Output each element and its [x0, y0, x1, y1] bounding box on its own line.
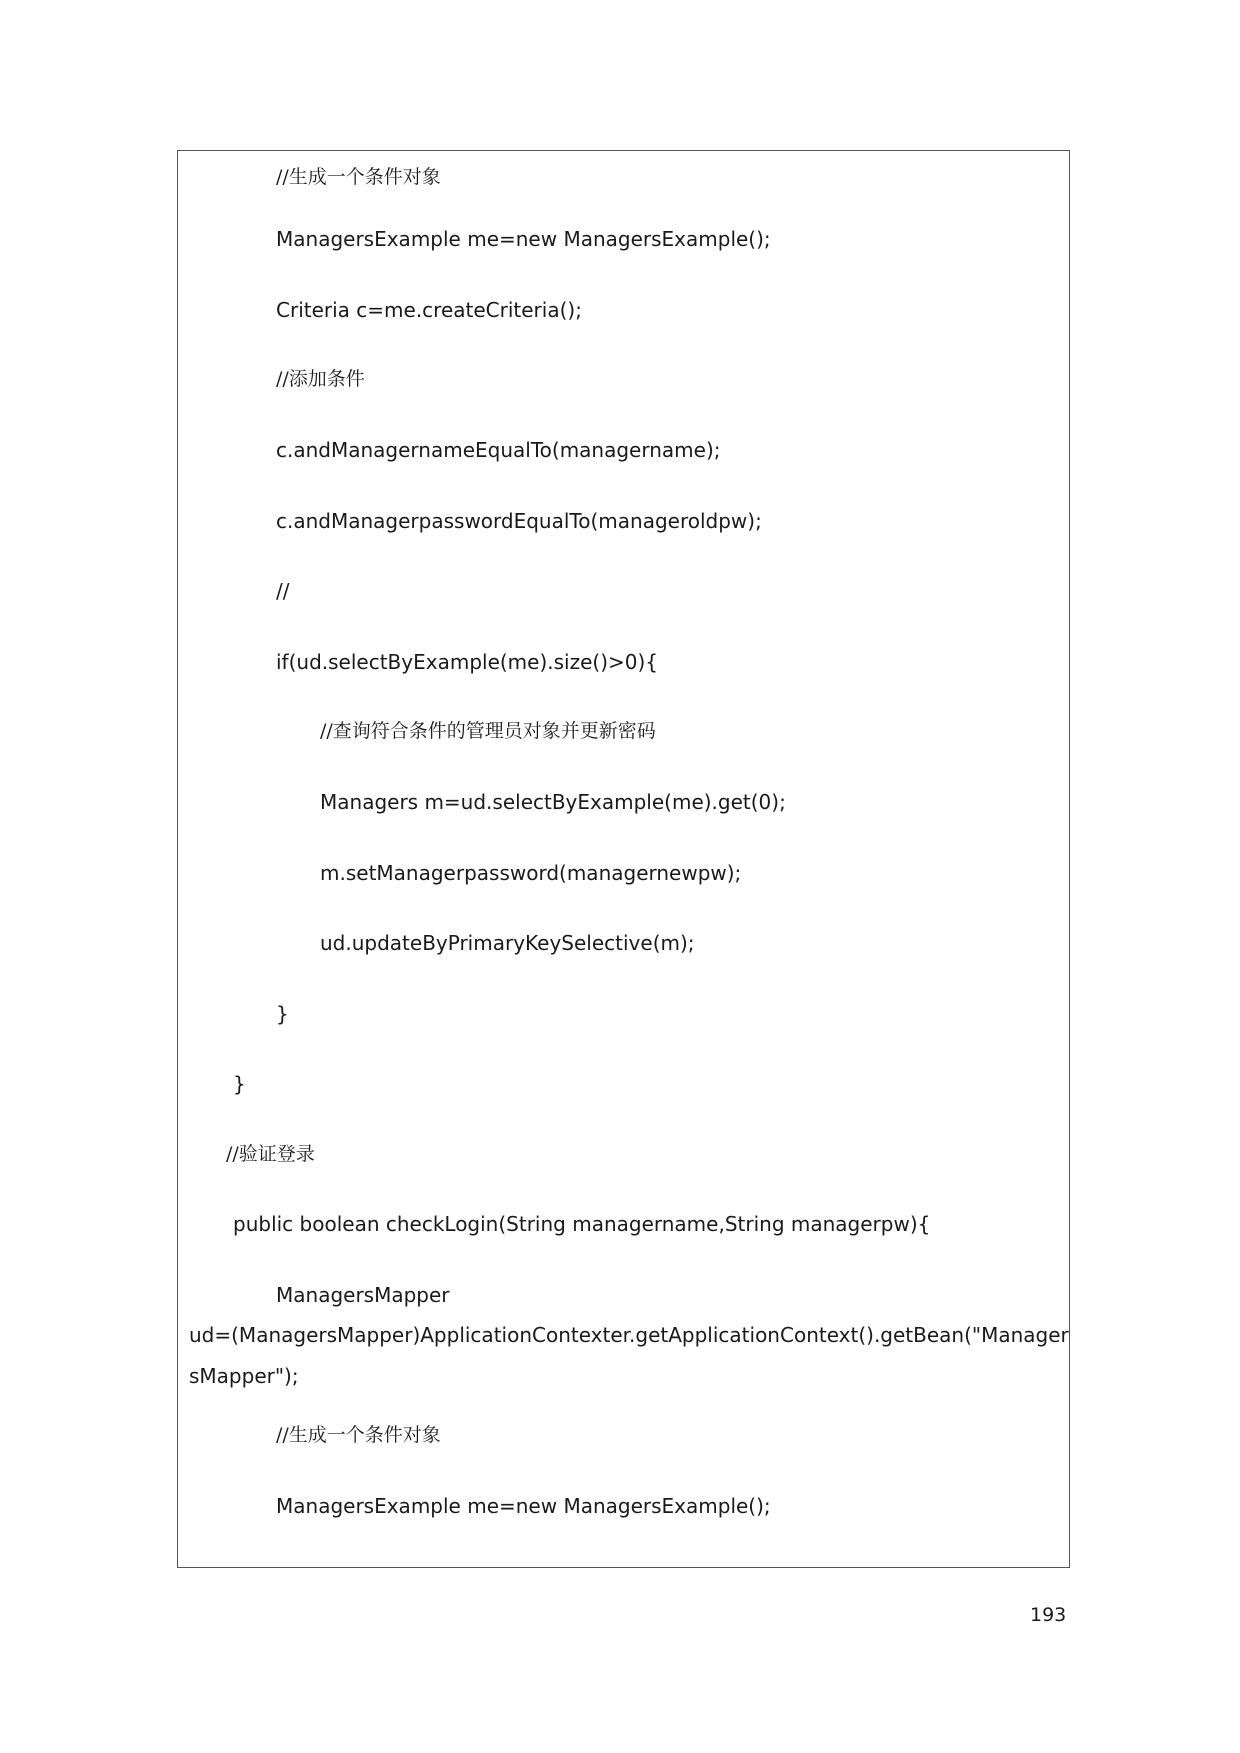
code-line: c.andManagernameEqualTo(managername); — [276, 438, 721, 462]
code-line: Criteria c=me.createCriteria(); — [276, 298, 582, 322]
code-line: } — [233, 1072, 246, 1096]
code-line: ManagersExample me=new ManagersExample(); — [276, 1494, 771, 1518]
code-comment: //生成一个条件对象 — [276, 1424, 441, 1446]
code-line: // — [276, 579, 290, 603]
code-comment: //添加条件 — [276, 368, 365, 390]
code-line-wrapped: ud=(ManagersMapper)ApplicationContexter.getApplicationContext().getBean("ManagersMapper"); — [189, 1323, 1069, 1388]
code-line: c.andManagerpasswordEqualTo(manageroldpw); — [276, 509, 762, 533]
code-line: if(ud.selectByExample(me).size()>0){ — [276, 650, 659, 674]
code-line: ud.updateByPrimaryKeySelective(m); — [320, 931, 695, 955]
code-comment: //验证登录 — [226, 1143, 315, 1165]
code-line: } — [276, 1002, 289, 1026]
code-line: public boolean checkLogin(String managername,String managerpw){ — [233, 1212, 931, 1236]
code-line: ManagersExample me=new ManagersExample(); — [276, 227, 771, 251]
page-number: 193 — [1030, 1604, 1067, 1626]
code-listing-box — [177, 150, 1070, 1568]
code-comment: //生成一个条件对象 — [276, 166, 441, 188]
code-line: m.setManagerpassword(managernewpw); — [320, 861, 742, 885]
code-line: ManagersMapper — [276, 1283, 450, 1307]
code-comment: //查询符合条件的管理员对象并更新密码 — [320, 720, 656, 742]
code-line: Managers m=ud.selectByExample(me).get(0); — [320, 790, 786, 814]
